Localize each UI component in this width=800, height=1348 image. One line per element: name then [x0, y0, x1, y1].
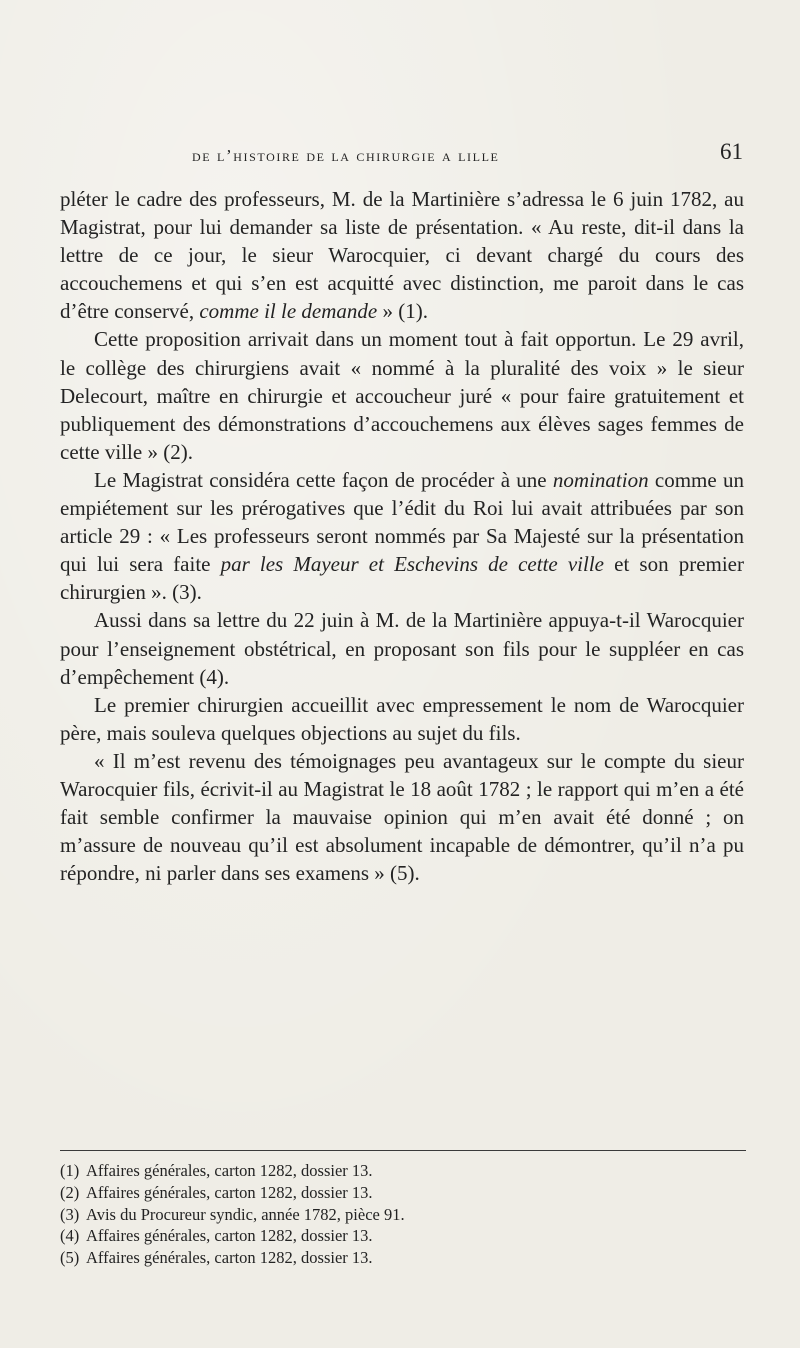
text-segment: pléter le cadre des professeurs, M. de la Martinière s’adressa le 6 juin 1782, au Magistrat, pour lui demander sa liste de présentation. « Au reste, dit-il dans la lettre de ce jour, le sieur Warocquier, ci devant chargé du cours des accouchemens et qui s’en est acquitté avec distinction, me paroit dans le cas d’être conservé,: [60, 187, 744, 324]
footnote: [60, 1204, 744, 1226]
footnote-number: (3): [60, 1204, 80, 1224]
footnote-number: (5): [60, 1248, 80, 1268]
italic-text: nomination: [552, 467, 649, 492]
paragraph: [60, 325, 744, 465]
footnotes: [60, 1160, 744, 1269]
body-text: [60, 185, 744, 887]
page-header: [0, 133, 800, 173]
footnote: [60, 1160, 744, 1182]
footnote-number: (2): [60, 1182, 80, 1202]
italic-text: comme il le demande: [199, 299, 378, 324]
footnote-text: Affaires générales, carton 1282, dossier 13.: [86, 1226, 373, 1246]
text-segment: Cette proposition arrivait dans un moment tout à fait opportun. Le 29 avril, le collège des chirurgiens avait « nommé à la pluralité des voix » le sieur Delecourt, maître en chirurgie et accoucheur juré « pour faire gratuitement et publiquement des démonstrations d’accouchemens aux élèves sages femmes de cette ville » (2).: [60, 327, 744, 464]
footnote-text: Affaires générales, carton 1282, dossier 13.: [86, 1248, 373, 1268]
footnote-text: Affaires générales, carton 1282, dossier 13.: [86, 1161, 373, 1180]
paragraph: [60, 185, 744, 325]
text-segment: Le Magistrat considéra cette façon de procéder à une: [94, 467, 553, 492]
paragraph: [60, 747, 744, 887]
paragraph: [60, 466, 744, 606]
paragraph: [60, 606, 744, 690]
text-segment: » (1).: [377, 299, 428, 324]
footnote-text: Avis du Procureur syndic, année 1782, pièce 91.: [86, 1204, 405, 1224]
footnote-text: Affaires générales, carton 1282, dossier 13.: [86, 1182, 373, 1202]
running-head: de l’histoire de la chirurgie a lille: [192, 146, 500, 165]
footnote: [60, 1225, 744, 1247]
text-segment: « Il m’est revenu des témoignages peu avantageux sur le compte du sieur Warocquier fils, écrivit-il au Magistrat le 18 août 1782 ; le rapport qui m’en a été fait semble confirmer la mauvaise opinion qui m’en avait été donné ; on m’assure de nouveau qu’il est absolument incapable de démontrer, qu’il n’a pu répondre, ni parler dans ses examens » (5).: [60, 748, 744, 886]
footnote-number: (1): [60, 1161, 80, 1180]
footnote: [60, 1247, 744, 1269]
page-number: 61: [720, 139, 743, 164]
text-segment: Le premier chirurgien accueillit avec empressement le nom de Warocquier père, mais souleva quelques objections au sujet du fils.: [60, 692, 744, 745]
paragraph: [60, 691, 744, 747]
italic-text: par les Mayeur et Eschevins de cette ville: [220, 552, 604, 577]
text-segment: et son premier chirurgien ». (3).: [60, 552, 744, 605]
text-segment: comme un empiétement sur les prérogatives que l’édit du Roi lui avait attribuées par son article 29 : « Les professeurs seront nommés par Sa Majesté sur la présentation qui lui sera faite: [60, 467, 744, 577]
text-segment: Aussi dans sa lettre du 22 juin à M. de la Martinière appuya-t-il Warocquier pour l’enseignement obstétrical, en proposant son fils pour le suppléer en cas d’empêchement (4).: [60, 608, 744, 689]
footnote: [60, 1182, 744, 1204]
footnote-number: (4): [60, 1226, 80, 1246]
footnote-divider: [60, 1150, 746, 1151]
